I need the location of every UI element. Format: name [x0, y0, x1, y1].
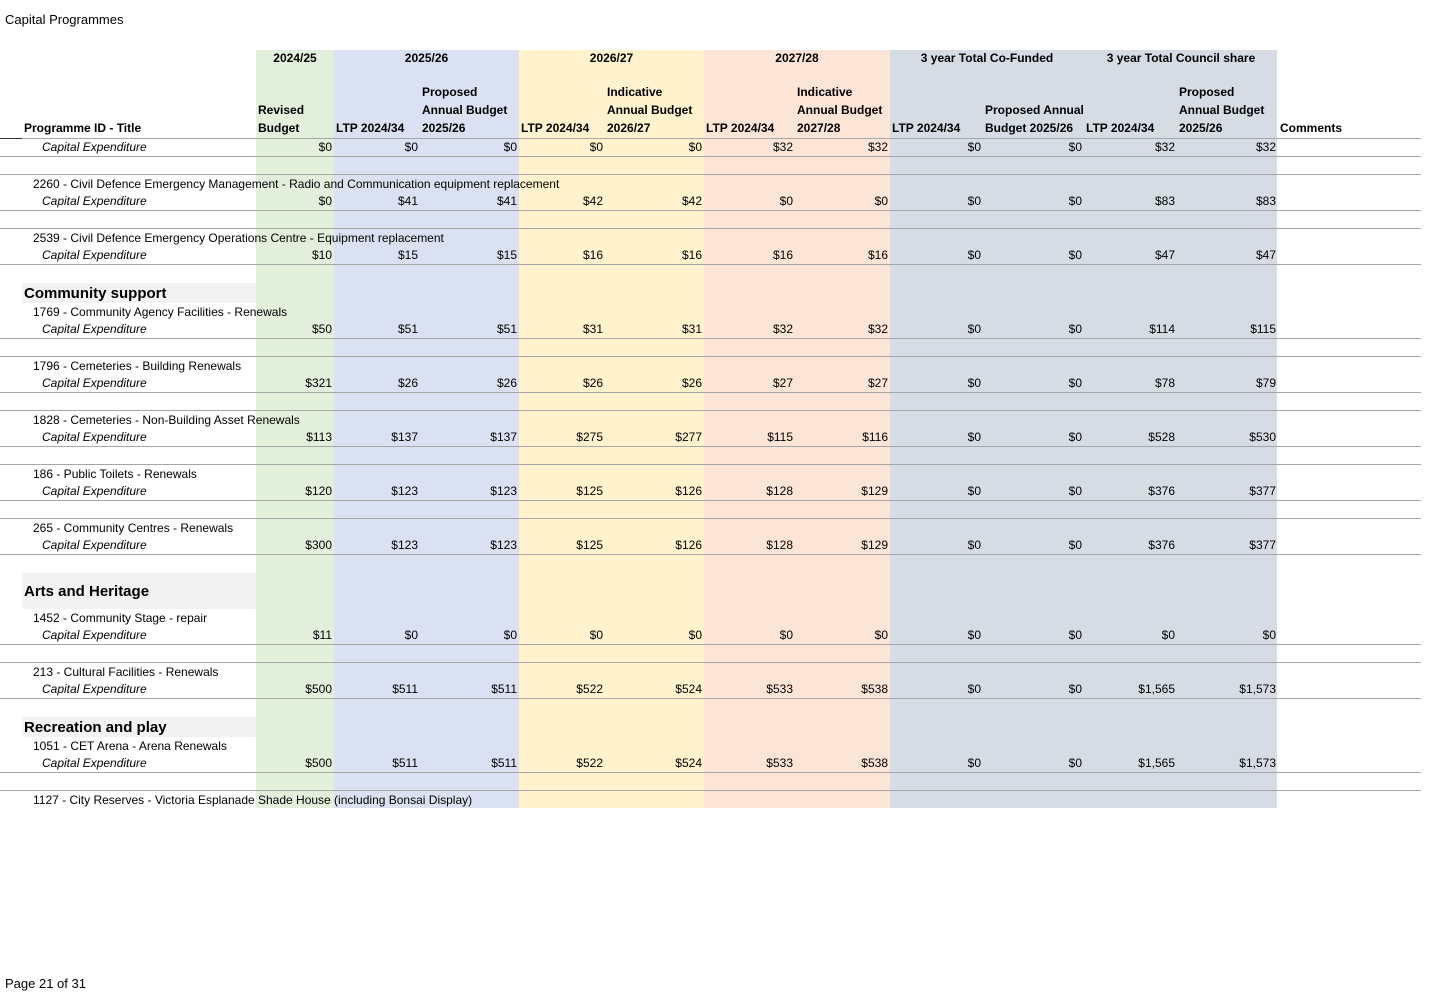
- value-cell: $0: [795, 193, 890, 211]
- section-heading: Community support: [22, 283, 256, 303]
- row-left-cell: [0, 663, 22, 681]
- value-cell: $15: [420, 247, 519, 265]
- value-cell: $126: [605, 537, 704, 555]
- value-cell: $0: [983, 681, 1084, 699]
- value-cell: $500: [256, 755, 334, 773]
- header-year-2024-25: 2024/25: [273, 51, 317, 65]
- value-cell: $26: [519, 375, 605, 393]
- value-cell: $42: [519, 193, 605, 211]
- programme-title: 2539 - Civil Defence Emergency Operations Centre - Equipment replacement: [33, 231, 444, 245]
- value-cell: $0: [605, 627, 704, 645]
- section-filler: [256, 283, 1421, 303]
- programme-title: 1828 - Cemeteries - Non-Building Asset Renewals: [33, 413, 300, 427]
- capital-expenditure-label: Capital Expenditure: [22, 193, 256, 211]
- capital-expenditure-label: Capital Expenditure: [22, 247, 256, 265]
- value-cell: $1,565: [1084, 755, 1177, 773]
- value-cell: $0: [983, 537, 1084, 555]
- programme-title: 1051 - CET Arena - Arena Renewals: [33, 739, 227, 753]
- row-left-cell: [0, 791, 22, 809]
- value-cell: $129: [795, 483, 890, 501]
- value-cell: $42: [605, 193, 704, 211]
- value-cell: $0: [256, 139, 334, 157]
- row-left-cell: [0, 537, 22, 555]
- header-indicative-annual-budget-2026-27: Indicative Annual Budget 2026/27: [605, 68, 704, 139]
- comments-cell: [1278, 537, 1421, 555]
- row-left-cell: [0, 321, 22, 339]
- capital-expenditure-label: Capital Expenditure: [22, 681, 256, 699]
- value-cell: $277: [605, 429, 704, 447]
- capital-expenditure-label: Capital Expenditure: [22, 321, 256, 339]
- header-ltp-council-share: LTP 2024/34: [1084, 68, 1177, 139]
- value-cell: $26: [420, 375, 519, 393]
- value-cell: $0: [890, 375, 983, 393]
- value-cell: $0: [890, 483, 983, 501]
- row-left-cell: [0, 357, 22, 375]
- value-cell: $47: [1084, 247, 1177, 265]
- row-left-cell: [0, 609, 22, 627]
- value-cell: $115: [704, 429, 795, 447]
- value-cell: $1,573: [1177, 681, 1278, 699]
- row-left-cell: [0, 303, 22, 321]
- value-cell: $47: [1177, 247, 1278, 265]
- row-left-cell: [0, 229, 22, 247]
- header-ltp-2025-26: LTP 2024/34: [334, 68, 420, 139]
- value-cell: $31: [605, 321, 704, 339]
- header-comments: Comments: [1278, 68, 1421, 139]
- value-cell: $0: [420, 139, 519, 157]
- value-cell: $524: [605, 755, 704, 773]
- value-cell: $129: [795, 537, 890, 555]
- value-cell: $0: [334, 627, 420, 645]
- value-cell: $137: [420, 429, 519, 447]
- comments-cell: [1278, 375, 1421, 393]
- value-cell: $0: [983, 139, 1084, 157]
- value-cell: $11: [256, 627, 334, 645]
- value-cell: $123: [420, 483, 519, 501]
- value-cell: $50: [256, 321, 334, 339]
- value-cell: $83: [1084, 193, 1177, 211]
- value-cell: $125: [519, 537, 605, 555]
- header-revised-budget: Revised Budget: [256, 68, 334, 139]
- value-cell: $123: [334, 537, 420, 555]
- value-cell: $113: [256, 429, 334, 447]
- header-left-marker: [0, 68, 22, 139]
- value-cell: $0: [605, 139, 704, 157]
- page-title: Capital Programmes: [5, 12, 124, 27]
- programme-title: 1769 - Community Agency Facilities - Renewals: [33, 305, 288, 319]
- value-cell: $0: [890, 139, 983, 157]
- header-blank: [1278, 50, 1421, 68]
- value-cell: $15: [334, 247, 420, 265]
- value-cell: $0: [983, 755, 1084, 773]
- gap-row: [0, 447, 1421, 465]
- gap-row: [0, 773, 1421, 791]
- row-left-cell: [0, 483, 22, 501]
- value-cell: $16: [704, 247, 795, 265]
- header-indicative-annual-budget-2027-28: Indicative Annual Budget 2027/28: [795, 68, 890, 139]
- section-heading: Recreation and play: [22, 717, 256, 737]
- gap-row: [0, 645, 1421, 663]
- value-cell: $0: [1177, 627, 1278, 645]
- value-cell: $116: [795, 429, 890, 447]
- value-cell: $300: [256, 537, 334, 555]
- row-left-cell: [0, 573, 22, 609]
- value-cell: $0: [890, 429, 983, 447]
- value-cell: $32: [1084, 139, 1177, 157]
- value-cell: $0: [890, 537, 983, 555]
- header-three-year-council-share: 3 year Total Council share: [1106, 51, 1256, 65]
- value-cell: $0: [704, 627, 795, 645]
- row-left-cell: [0, 717, 22, 737]
- header-year-2027-28: 2027/28: [775, 51, 819, 65]
- header-year-2025-26: 2025/26: [404, 51, 449, 65]
- comments-cell: [1278, 247, 1421, 265]
- value-cell: $0: [256, 193, 334, 211]
- section-filler: [256, 717, 1421, 737]
- row-left-cell: [0, 283, 22, 303]
- value-cell: $377: [1177, 537, 1278, 555]
- value-cell: $1,565: [1084, 681, 1177, 699]
- value-cell: $26: [605, 375, 704, 393]
- value-cell: $0: [983, 483, 1084, 501]
- value-cell: $126: [605, 483, 704, 501]
- row-left-cell: [0, 519, 22, 537]
- value-cell: $31: [519, 321, 605, 339]
- value-cell: $0: [983, 627, 1084, 645]
- capital-expenditure-label: Capital Expenditure: [22, 139, 256, 157]
- value-cell: $0: [983, 429, 1084, 447]
- value-cell: $0: [420, 627, 519, 645]
- value-cell: $528: [1084, 429, 1177, 447]
- row-left-cell: [0, 737, 22, 755]
- row-left-cell: [0, 175, 22, 193]
- comments-cell: [1278, 483, 1421, 501]
- value-cell: $0: [704, 193, 795, 211]
- value-cell: $275: [519, 429, 605, 447]
- value-cell: $51: [420, 321, 519, 339]
- value-cell: $16: [605, 247, 704, 265]
- value-cell: $538: [795, 755, 890, 773]
- table-grid: [0, 50, 1435, 809]
- value-cell: $0: [890, 247, 983, 265]
- value-cell: $0: [519, 627, 605, 645]
- section-heading: Arts and Heritage: [22, 573, 256, 609]
- value-cell: $16: [795, 247, 890, 265]
- gap-row: [0, 157, 1421, 175]
- row-left-cell: [0, 627, 22, 645]
- value-cell: $0: [983, 193, 1084, 211]
- value-cell: $123: [334, 483, 420, 501]
- page-footer: Page 21 of 31: [5, 976, 86, 991]
- row-left-cell: [0, 429, 22, 447]
- value-cell: $376: [1084, 483, 1177, 501]
- value-cell: $32: [795, 321, 890, 339]
- value-cell: $0: [983, 247, 1084, 265]
- section-filler: [256, 573, 1421, 609]
- value-cell: $114: [1084, 321, 1177, 339]
- value-cell: $128: [704, 537, 795, 555]
- value-cell: $321: [256, 375, 334, 393]
- gap-row: [0, 393, 1421, 411]
- value-cell: $511: [420, 755, 519, 773]
- header-ltp-cofunded: LTP 2024/34: [890, 68, 983, 139]
- header-ltp-2026-27: LTP 2024/34: [519, 68, 605, 139]
- programme-title: 186 - Public Toilets - Renewals: [33, 467, 197, 481]
- value-cell: $79: [1177, 375, 1278, 393]
- capital-expenditure-label: Capital Expenditure: [22, 375, 256, 393]
- spacer-row: [0, 555, 1421, 573]
- value-cell: $120: [256, 483, 334, 501]
- value-cell: $0: [890, 755, 983, 773]
- value-cell: $27: [704, 375, 795, 393]
- row-left-cell: [0, 247, 22, 265]
- value-cell: $1,573: [1177, 755, 1278, 773]
- capital-expenditure-label: Capital Expenditure: [22, 755, 256, 773]
- value-cell: $51: [334, 321, 420, 339]
- value-cell: $0: [983, 321, 1084, 339]
- value-cell: $511: [334, 681, 420, 699]
- capital-expenditure-label: Capital Expenditure: [22, 483, 256, 501]
- value-cell: $538: [795, 681, 890, 699]
- value-cell: $0: [334, 139, 420, 157]
- value-cell: $0: [890, 627, 983, 645]
- value-cell: $511: [334, 755, 420, 773]
- capital-expenditure-label: Capital Expenditure: [22, 429, 256, 447]
- comments-cell: [1278, 193, 1421, 211]
- value-cell: $10: [256, 247, 334, 265]
- value-cell: $377: [1177, 483, 1278, 501]
- programme-title: 2260 - Civil Defence Emergency Management - Radio and Communication equipment replacement: [33, 177, 560, 191]
- value-cell: $32: [704, 321, 795, 339]
- value-cell: $0: [890, 321, 983, 339]
- programme-title: 1127 - City Reserves - Victoria Esplanade Shade House (including Bonsai Display): [33, 793, 473, 807]
- value-cell: $26: [334, 375, 420, 393]
- row-left-cell: [0, 681, 22, 699]
- value-cell: $137: [334, 429, 420, 447]
- value-cell: $522: [519, 681, 605, 699]
- value-cell: $376: [1084, 537, 1177, 555]
- value-cell: $0: [890, 193, 983, 211]
- capital-programmes-table: [0, 50, 1435, 810]
- value-cell: $41: [420, 193, 519, 211]
- value-cell: $32: [704, 139, 795, 157]
- comments-cell: [1278, 321, 1421, 339]
- header-proposed-annual-budget-2025-26: Proposed Annual Budget 2025/26: [420, 68, 519, 139]
- programme-title: 1796 - Cemeteries - Building Renewals: [33, 359, 242, 373]
- value-cell: $0: [1084, 627, 1177, 645]
- row-left-cell: [0, 375, 22, 393]
- row-left-cell: [0, 139, 22, 157]
- comments-cell: [1278, 627, 1421, 645]
- row-left-cell: [0, 755, 22, 773]
- programme-title: 1452 - Community Stage - repair: [33, 611, 208, 625]
- header-proposed-annual-budget-cofunded: Proposed Annual Budget 2025/26: [983, 68, 1084, 139]
- value-cell: $0: [795, 627, 890, 645]
- header-ltp-2027-28: LTP 2024/34: [704, 68, 795, 139]
- value-cell: $530: [1177, 429, 1278, 447]
- value-cell: $125: [519, 483, 605, 501]
- value-cell: $16: [519, 247, 605, 265]
- gap-row: [0, 501, 1421, 519]
- value-cell: $83: [1177, 193, 1278, 211]
- value-cell: $123: [420, 537, 519, 555]
- row-left-cell: [0, 411, 22, 429]
- capital-expenditure-label: Capital Expenditure: [22, 627, 256, 645]
- value-cell: $27: [795, 375, 890, 393]
- value-cell: $128: [704, 483, 795, 501]
- row-left-cell: [0, 193, 22, 211]
- header-year-2026-27: 2026/27: [589, 51, 634, 65]
- value-cell: $115: [1177, 321, 1278, 339]
- header-three-year-cofunded: 3 year Total Co-Funded: [920, 51, 1054, 65]
- programme-title: 213 - Cultural Facilities - Renewals: [33, 665, 219, 679]
- value-cell: $533: [704, 755, 795, 773]
- comments-cell: [1278, 755, 1421, 773]
- value-cell: $0: [890, 681, 983, 699]
- spacer-row: [0, 265, 1421, 283]
- value-cell: $78: [1084, 375, 1177, 393]
- value-cell: $32: [1177, 139, 1278, 157]
- value-cell: $500: [256, 681, 334, 699]
- value-cell: $41: [334, 193, 420, 211]
- header-programme-title: Programme ID - Title: [22, 68, 256, 139]
- comments-cell: [1278, 139, 1421, 157]
- row-left-cell: [0, 465, 22, 483]
- capital-expenditure-label: Capital Expenditure: [22, 537, 256, 555]
- value-cell: $533: [704, 681, 795, 699]
- value-cell: $0: [519, 139, 605, 157]
- header-proposed-annual-budget-council-share: Proposed Annual Budget 2025/26: [1177, 68, 1278, 139]
- value-cell: $524: [605, 681, 704, 699]
- spacer-row: [0, 699, 1421, 717]
- value-cell: $511: [420, 681, 519, 699]
- comments-cell: [1278, 681, 1421, 699]
- comments-cell: [1278, 429, 1421, 447]
- header-blank: [0, 50, 256, 68]
- value-cell: $32: [795, 139, 890, 157]
- programme-title: 265 - Community Centres - Renewals: [33, 521, 234, 535]
- gap-row: [0, 339, 1421, 357]
- value-cell: $0: [983, 375, 1084, 393]
- value-cell: $522: [519, 755, 605, 773]
- gap-row: [0, 211, 1421, 229]
